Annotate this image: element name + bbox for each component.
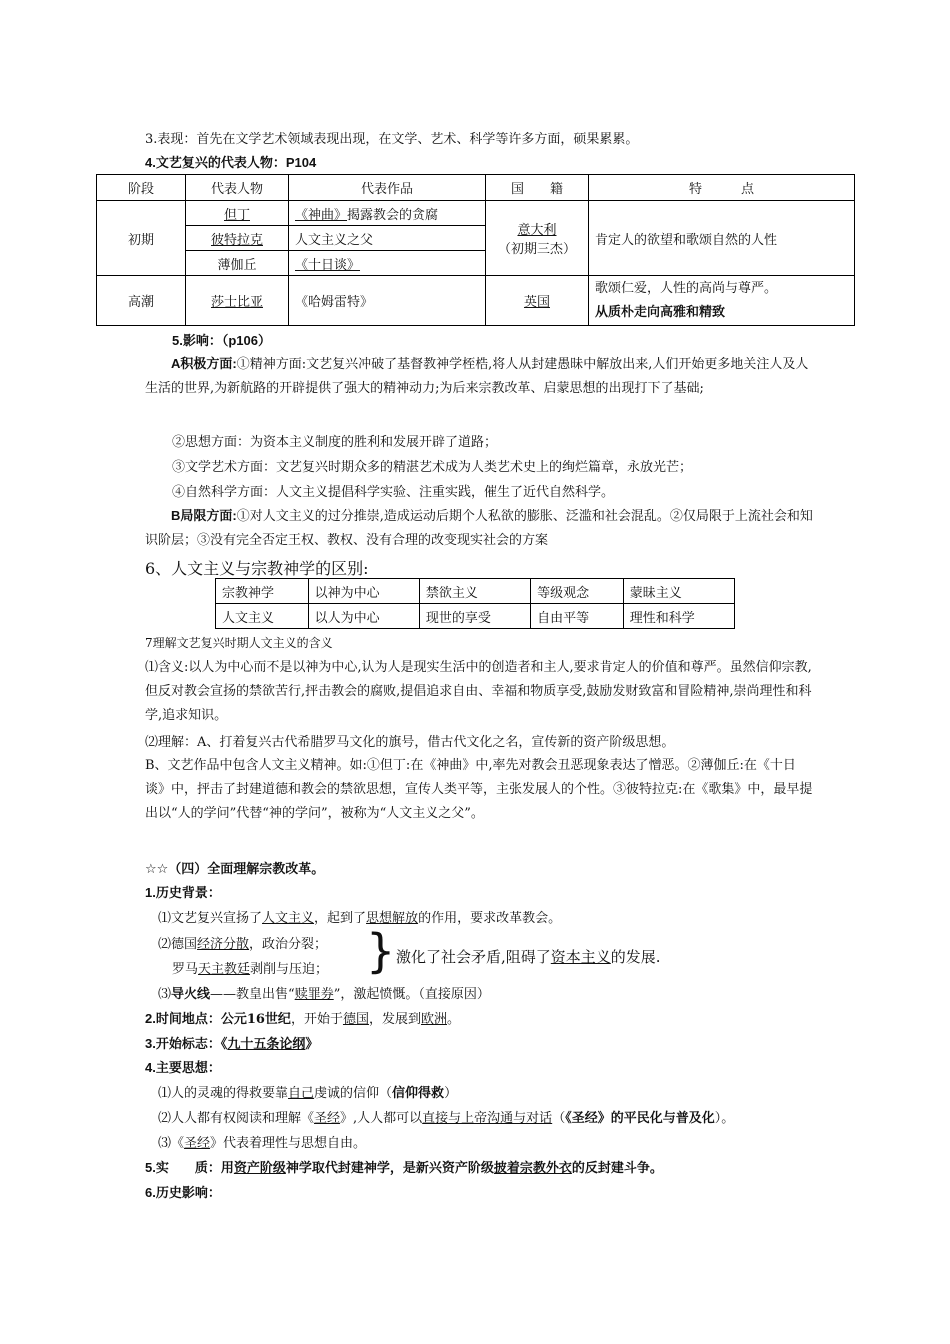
idea-item-2 — [158, 1107, 734, 1126]
table-cell: 现世的享受 — [419, 604, 530, 629]
person-name: 莎士比亚 — [210, 295, 263, 310]
keyword: 圣经 — [314, 1111, 341, 1126]
table-cell: 以人为中心 — [308, 604, 419, 629]
feature-cell: 肯定人的欲望和歌颂自然的人性 — [589, 201, 855, 276]
keyword: 德国 — [342, 1012, 369, 1027]
keyword: 披着宗教外衣 — [493, 1160, 572, 1175]
header-cell: 代表作品 — [289, 175, 486, 201]
limitation-paragraph — [145, 504, 813, 553]
impact-title: 6.历史影响： — [145, 1185, 221, 1200]
main-ideas-title: 4.主要思想： — [145, 1060, 221, 1075]
text: 的发展. — [610, 948, 661, 966]
label: 2.时间地点： — [145, 1011, 221, 1026]
country-name: 意大利 — [517, 223, 557, 238]
positive-item-4: ④自然科学方面：人文主义提倡科学实验、注重实践，催生了近代自然科学。 — [172, 485, 615, 500]
section-3-text: 3.表现：首先在文学艺术领域表现出现，在文学、艺术、科学等许多方面，硕果累累。 — [145, 132, 639, 147]
table-cell: 等级观念 — [531, 579, 624, 604]
table-row — [97, 276, 855, 326]
start-sign — [145, 1033, 318, 1052]
limitation-label: B局限方面: — [171, 508, 237, 523]
text: 》 — [305, 1036, 319, 1051]
keyword: 思想解放 — [366, 911, 419, 926]
header-cell: 阶段 — [97, 175, 186, 201]
table-cell: 理性和科学 — [623, 604, 734, 629]
section-5-title: 5.影响：（p106） — [172, 333, 271, 348]
keyword: 经济分散 — [197, 937, 250, 952]
text: ⑵德国 — [158, 937, 198, 952]
understanding-a: ⑵理解：A、打着复兴古代希腊罗马文化的旗号，借古代文化之名，宣传新的资产阶级思想。 — [145, 735, 675, 750]
header-cell: 国 籍 — [486, 175, 589, 201]
comparison-table — [215, 578, 735, 629]
country-note: （初期三杰） — [497, 242, 576, 257]
text: ——教皇出售“ — [210, 987, 295, 1002]
text: ⑴人的灵魂的得救要靠 — [158, 1086, 289, 1101]
idea-item-1 — [158, 1082, 457, 1101]
keyword: 人文主义 — [262, 911, 315, 926]
right-brace-icon: } — [366, 924, 396, 978]
header-cell: 特 点 — [589, 175, 855, 201]
limitation-text: ①对人文主义的过分推崇,造成运动后期个人私欲的膨胀、泛滥和社会混乱。②仅局限于上流社会和知识阶层；③没有完全否定王权、教权、没有合理的改变现实社会的方案 — [145, 509, 813, 548]
text: ，发展到 — [368, 1012, 421, 1027]
table-cell: 以神为中心 — [308, 579, 419, 604]
text: 剥削与压迫； — [250, 962, 329, 977]
text: （ — [552, 1111, 566, 1126]
text: ”，激起愤慨。（直接原因） — [333, 987, 490, 1002]
keyword: 圣经 — [184, 1136, 211, 1151]
keyword-bold: 《圣经》的平民化与普及化 — [565, 1111, 715, 1126]
text: ⑶《 — [158, 1136, 185, 1151]
work-title: 《十日谈》 — [295, 257, 361, 273]
text: 》代表着理性与思想自由。 — [210, 1136, 367, 1151]
time-place — [145, 1008, 460, 1027]
section-4-title: 4.文艺复兴的代表人物：P104 — [145, 155, 317, 170]
table-cell: 禁欲主义 — [419, 579, 530, 604]
work-note: 揭露教会的贪腐 — [347, 207, 439, 223]
person-name: 但丁 — [223, 207, 250, 223]
table-cell: 人文主义 — [216, 604, 309, 629]
background-item-1 — [158, 907, 561, 926]
keyword-bold: 导火线 — [171, 987, 211, 1002]
country-name: 英国 — [523, 295, 550, 310]
understanding-b: B、文艺作品中包含人文主义精神。如:①但丁:在《神曲》中,率先对教会丑恶现象表达了憎恶。②薄伽丘:在《十日谈》中，抨击了封建道德和教会的禁欲思想，宣传人类平等，主张发展人的个性。③彼特拉克:在《歌集》中，最早提出以“人的学问”代替“神的学问”，被称为“人文主义之父”。 — [145, 758, 813, 821]
text: 。 — [447, 1012, 461, 1027]
label: 5.实 质：用 — [145, 1160, 234, 1175]
representatives-table — [96, 174, 855, 326]
brace-conclusion — [396, 946, 661, 967]
text: ⑴文艺复兴宣扬了 — [158, 911, 263, 926]
stage-cell: 初期 — [97, 201, 186, 276]
text: 虔诚的信仰（ — [314, 1086, 393, 1101]
text: 的反封建斗争。 — [571, 1160, 663, 1175]
keyword: 天主教廷 — [198, 962, 251, 977]
text: 的作用，要求改革教会。 — [418, 911, 562, 926]
text: ，起到了 — [314, 911, 367, 926]
table-row — [97, 201, 855, 226]
keyword: 九十五条论纲 — [227, 1036, 306, 1051]
section-6-title: 6、人文主义与宗教神学的区别: — [145, 559, 369, 578]
label: 3.开始标志：《 — [145, 1036, 228, 1051]
feature-line: 歌颂仁爱，人性的高尚与尊严。 — [595, 280, 778, 296]
section-7-title: 7理解文艺复兴时期人文主义的含义 — [145, 636, 333, 650]
keyword: 赎罪券 — [294, 987, 334, 1002]
keyword: 自己 — [288, 1086, 315, 1101]
keyword-bold: 公元16世纪 — [220, 1012, 291, 1027]
positive-paragraph — [145, 352, 813, 401]
keyword-bold: 信仰得救 — [392, 1086, 445, 1101]
positive-item-3: ③文学艺术方面：文艺复兴时期众多的精湛艺术成为人类艺术史上的绚烂篇章，永放光芒； — [172, 460, 693, 475]
text: ⑵人人都有权阅读和理解《 — [158, 1111, 315, 1126]
stage-cell: 高潮 — [97, 276, 186, 326]
positive-label: A积极方面: — [171, 356, 237, 371]
background-title: 1.历史背景： — [145, 885, 221, 900]
feature-line-bold: 从质朴走向高雅和精致 — [595, 304, 726, 320]
keyword: 直接与上帝沟通与对话 — [422, 1111, 553, 1126]
country-cell — [486, 201, 589, 276]
text: ⑶ — [158, 987, 172, 1002]
table-row — [216, 579, 735, 604]
header-cell: 代表人物 — [186, 175, 289, 201]
meaning-paragraph: ⑴含义:以人为中心而不是以神为中心,认为人是现实生活中的创造者和主人,要求肯定人的价值和尊严。虽然信仰宗教,但反对教会宣扬的禁欲苦行,抨击教会的腐败,提倡追求自由、幸福和物质享受,鼓励发财致富和冒险精神,崇尚理性和科学,追求知识。 — [145, 660, 812, 723]
positive-text: ①精神方面:文艺复兴冲破了基督教神学桎梏,将人从封建愚昧中解放出来,人们开始更多地关注人及人生活的世界,为新航路的开辟提供了强大的精神动力;为后来宗教改革、启蒙思想的出现打下了基础; — [145, 357, 809, 396]
part-4-title: ☆☆（四）全面理解宗教改革。 — [145, 861, 325, 876]
text: 激化了社会矛盾,阻碍了 — [396, 948, 551, 966]
text: ，开始于 — [290, 1012, 343, 1027]
background-item-3 — [172, 958, 328, 977]
table-header-row — [97, 175, 855, 201]
work-cell: 《哈姆雷特》 — [289, 276, 486, 326]
person-name: 彼特拉克 — [210, 232, 263, 248]
table-row — [216, 604, 735, 629]
background-item-4 — [158, 983, 490, 1002]
text: 神学取代封建神学，是新兴资产阶级 — [285, 1160, 494, 1175]
text: ）。 — [714, 1111, 735, 1126]
table-cell: 蒙昧主义 — [623, 579, 734, 604]
keyword: 资产阶级 — [233, 1160, 286, 1175]
work-cell: 人文主义之父 — [289, 226, 486, 251]
background-item-2 — [158, 933, 327, 952]
work-title: 《神曲》 — [295, 207, 348, 223]
essence — [145, 1157, 663, 1176]
text: ） — [444, 1086, 458, 1101]
text: ，政治分裂； — [249, 937, 328, 952]
table-cell: 自由平等 — [531, 604, 624, 629]
idea-item-3 — [158, 1132, 366, 1151]
table-cell: 宗教神学 — [216, 579, 309, 604]
keyword: 资本主义 — [550, 948, 611, 966]
positive-item-2: ②思想方面：为资本主义制度的胜利和发展开辟了道路； — [172, 435, 498, 450]
person-name: 薄伽丘 — [186, 251, 289, 276]
keyword: 欧洲 — [420, 1012, 447, 1027]
text: 》,人人都可以 — [340, 1111, 423, 1126]
text: 罗马 — [172, 962, 199, 977]
